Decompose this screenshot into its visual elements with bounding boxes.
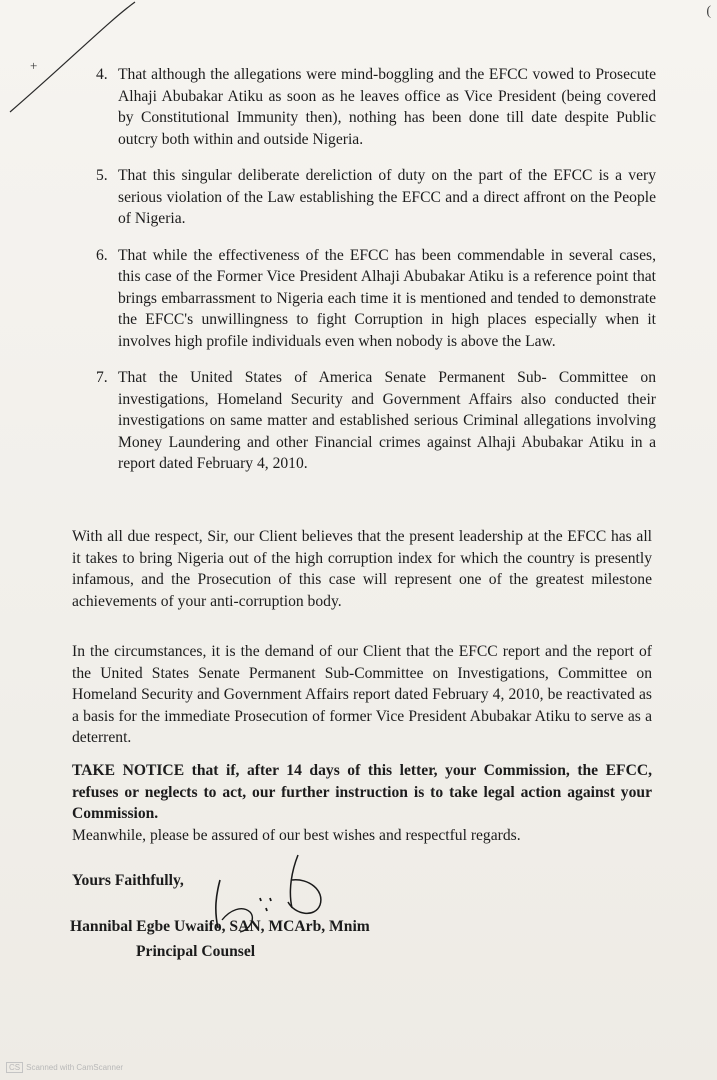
list-item [96, 165, 656, 230]
regards-line: Meanwhile, please be assured of our best wishes and respectful regards. [72, 827, 521, 844]
closing-salutation: Yours Faithfully, [72, 872, 184, 889]
client-belief-paragraph: With all due respect, Sir, our Client believes that the present leadership at the EFCC has all it takes to bring Nigeria out of the high corruption index for which the country is presently infamous, and the Prosecution of this case will represent one of the greatest milestone achievements of your anti-corruption body. [72, 528, 652, 610]
list-item [96, 64, 656, 150]
item-text: That although the allegations were mind-boggling and the EFCC vowed to Prosecute Alhaji Abubakar Atiku as soon as he leaves office as Vice President (being covered by Constitutional Immunity then), nothing has been done till date despite Public outcry both within and outside Nigeria. [118, 66, 656, 148]
scanner-text: Scanned with CamScanner [26, 1063, 124, 1072]
take-notice-paragraph: TAKE NOTICE that if, after 14 days of this letter, your Commission, the EFCC, refuses or neglects to act, our further instruction is to take legal action against your Commission. [72, 762, 652, 822]
item-number: 4. [96, 66, 108, 83]
signer-name: Hannibal Egbe Uwaifo, SAN, MCArb, Mnim [70, 918, 370, 935]
margin-mark: + [30, 58, 38, 73]
item-number: 6. [96, 246, 108, 264]
list-item [96, 245, 656, 353]
allegation-list [96, 64, 656, 490]
signer-title: Principal Counsel [136, 943, 256, 960]
item-text: That the United States of America Senate Permanent Sub- Committee on investigations, Homeland Security and Government Affairs also conducted their investigations on same matter and established serious Criminal allegations involving Money Laundering and other Financial crimes against Alhaji Abubakar Atiku in a report dated February 4, 2010. [118, 369, 656, 472]
item-number: 7. [96, 369, 108, 386]
demand-paragraph: In the circumstances, it is the demand of our Client that the EFCC report and the report of the United States Senate Permanent Sub-Committee on Investigations, Committee on Homeland Security and Government Affairs report dated February 4, 2010, be reactivated as a basis for the immediate Prosecution of former Vice President Abubakar Atiku to serve as a deterrent. [72, 643, 652, 746]
corner-mark: ( [706, 4, 711, 19]
list-item [96, 367, 656, 475]
scanner-watermark [6, 1062, 123, 1073]
item-text: That this singular deliberate dereliction of duty on the part of the EFCC is a very serious violation of the Law establishing the EFCC and a direct affront on the People of Nigeria. [118, 167, 656, 227]
camscanner-logo: CS [6, 1062, 23, 1073]
item-number: 5. [96, 167, 108, 184]
item-text: That while the effectiveness of the EFCC has been commendable in several cases, this case of the Former Vice President Alhaji Abubakar Atiku is a reference point that brings embarrassment to Nigeria each time it is mentioned and tended to demonstrate the EFCC's unwillingness to fight Corruption in high places especially when it involves high profile individuals even when nobody is above the Law. [118, 246, 656, 350]
